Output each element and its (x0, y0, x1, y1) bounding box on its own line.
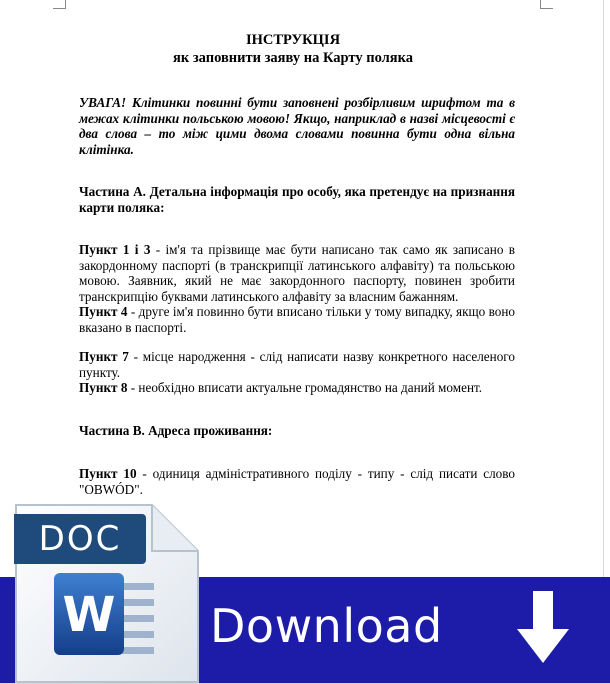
margin-corner-mark (53, 0, 66, 9)
document-title[interactable]: ІНСТРУКЦІЯ (245, 32, 341, 48)
download-arrow-icon[interactable] (517, 589, 569, 665)
paragraph-item-10[interactable] (79, 466, 515, 497)
item-text: - друге ім'я повинно бути вписано тільки у тому випадку, якщо воно вказано в паспорті. (79, 304, 515, 335)
item-label: Пункт 4 (79, 304, 128, 319)
warning-paragraph[interactable]: УВАГА! Клітинки повинні бути заповнені розбірливим шрифтом та в межах клітинки польською мовою! Якщо, наприклад в назві місцевості є два слова – то між цими двома словами повинна бути одна вільна клітінка. (79, 95, 515, 157)
margin-corner-mark (540, 0, 553, 9)
file-type-label: DOC (14, 514, 146, 564)
item-text: - місце народження - слід написати назву конкретного населеного пункту. (79, 349, 515, 380)
section-b-heading[interactable]: Частина B. Адреса проживання: (79, 423, 273, 438)
item-label: Пункт 10 (79, 466, 137, 481)
item-text: - одиниця адміністративного поділу - типу - слід писати слово "OBWÓD". (79, 466, 516, 497)
paragraph-items-7-8[interactable] (79, 349, 515, 396)
item-label: Пункт 1 і 3 (79, 242, 151, 257)
document-subtitle[interactable]: як заповнити заяву на Карту поляка (173, 50, 413, 66)
section-a-heading[interactable]: Частина А. Детальна інформація про особу, яка претендує на признання карти поляка: (79, 184, 515, 215)
item-text: - необхідно вписати актуальне громадянство на даний момент. (127, 380, 483, 395)
download-label[interactable]: Download (210, 599, 443, 653)
item-text: - ім'я та прізвище має бути написано так само як записано в закордонному паспорті (в транскрипції латинського алфавіту) та польською мовою. Заявник, який не має закордонного паспорту, повинен зробити транскрипцію буквами латинського алфавіту за власним бажанням. (79, 242, 515, 304)
item-label: Пункт 8 (79, 380, 128, 395)
svg-text:W: W (62, 587, 116, 643)
item-label: Пункт 7 (79, 349, 129, 364)
paragraph-items-1-4[interactable] (79, 242, 515, 335)
